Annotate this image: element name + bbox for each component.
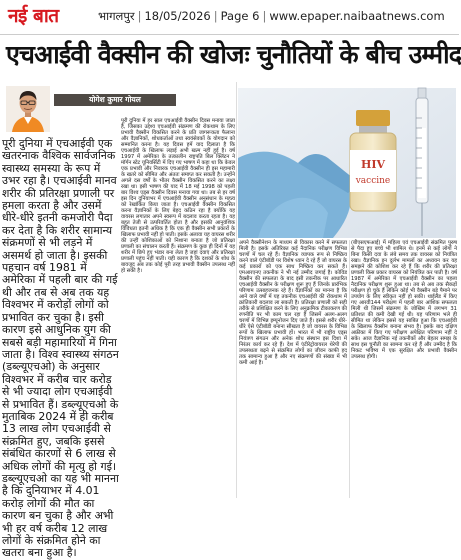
columnist-byline: योगेश कुमार गोयल	[54, 94, 176, 106]
column-1-text: पूरी दुनिया में हर साल एचआईवी वैक्सीन दिवस मनाया जाता है, जिसका उद्देश्य एचआईवी संक्रमण की रोकथाम के लिए प्रभावी वैक्सीन विकसित करने के प्रति जागरूकता फैलाना और वैज्ञानिकों, शोधकर्ताओं तथा स्वयंसेवकों के योगदान को सम्मानित करना है। यह दिवस हमें याद दिलाता है कि एचआईवी के खिलाफ लड़ाई अभी खत्म नहीं हुई है। वर्ष 1997 में अमेरिका के तत्कालीन राष्ट्रपति बिल क्लिंटन ने मॉर्गन स्टेट यूनिवर्सिटी में दिए गए भाषण में कहा था कि केवल एक प्रभावी और निवारक एचआईवी वैक्सीन ही इस महामारी के खतरे को सीमित और अंततः समाप्त कर सकती है। उन्होंने अगले दस वर्षों के भीतर वैक्सीन विकसित करने का लक्ष्य रखा था। इसी भाषण की याद में 18 मई 1998 को पहली बार विश्व एड्स वैक्सीन दिवस मनाया गया था। तब से हर वर्ष इस दिन दुनियाभर में एचआईवी वैक्सीन अनुसंधान के महत्व को रेखांकित किया जाता है। एचआईवी वैक्सीन विकसित करना वैज्ञानिकों के लिए बेहद कठिन रहा है क्योंकि यह वायरस लगातार अपने स्वरूप में बदलाव करता रहता है। यह बहुत तेजी से उत्परिवर्तित होता है और इसकी आनुवंशिक विविधता इतनी अधिक है कि एक ही वैक्सीन सभी प्रकारों के खिलाफ प्रभावी नहीं हो पाती। इसके अलावा यह वायरस शरीर की उन्हीं कोशिकाओं को निशाना बनाता है जो प्रतिरक्षा प्रणाली का संचालन करती हैं। संक्रमण के कुछ ही दिनों में यह शरीर में छिपे हुए भंडार बना लेता है जहां दवाएं और प्रतिरक्षा प्रणाली पहुंच नहीं पाती। यही कारण है कि दशकों के शोध के बावजूद अब तक कोई पूरी तरह प्रभावी वैक्सीन उपलब्ध नहीं हो सकी है।	[121, 118, 235, 274]
article-column-1	[121, 118, 235, 498]
column-divider	[236, 82, 237, 498]
avatar-illustration	[6, 86, 50, 132]
edition-city: भागलपुर	[98, 9, 135, 23]
edition-page: Page 6	[220, 9, 260, 23]
hiv-vaccine-vial-image	[238, 88, 456, 238]
column-divider	[349, 240, 350, 498]
columnist-avatar	[6, 86, 50, 132]
edition-separator: |	[213, 9, 218, 23]
epaper-url[interactable]: www.epaper.naibaatnews.com	[269, 9, 445, 23]
edition-line	[98, 9, 445, 24]
edition-separator: |	[137, 9, 142, 23]
vial-label-line-2: vaccine	[355, 176, 391, 186]
vaccine-photo	[238, 88, 456, 238]
article-headline: एचआईवी वैक्सीन की खोजः चुनौतियों के बीच उम्मीद	[6, 40, 461, 69]
article-column-2	[239, 240, 347, 498]
column-3-text: (बीएसएफआई) में महिला एवं एचआईवी संक्रमित पुरुष से पैदा हुए बच्चे भी शामिल थे। इनमें से कई लोगों ने बिना किसी दवा के लंबे समय तक वायरस को नियंत्रित रखा। वैज्ञानिक इन दुर्लभ मामलों का अध्ययन कर यह समझने की कोशिश कर रहे हैं कि शरीर की प्रतिरक्षा प्रणाली किस प्रकार वायरस को नियंत्रित कर पाती है। वर्ष 1987 में अमेरिका में एचआईवी वैक्सीन का पहला नैदानिक परीक्षण शुरू हुआ था। तब से अब तक सैकड़ों परीक्षण हो चुके हैं लेकिन कोई भी वैक्सीन बड़े पैमाने पर उपयोग के लिए स्वीकृत नहीं हो सकी। थाईलैंड में किए गए आरवी144 परीक्षण में पहली बार आंशिक सफलता मिली थी जिसमें संक्रमण के जोखिम में लगभग 31 प्रतिशत की कमी देखी गई थी। यह परिणाम भले ही सीमित था लेकिन इससे यह साबित हुआ कि एचआईवी के खिलाफ वैक्सीन बनाना संभव है। इसके बाद दक्षिण अफ्रीका में किए गए परीक्षण अपेक्षित परिणाम नहीं दे सके। आज वैज्ञानिक नई तकनीकों और बेहतर समझ के साथ इस चुनौती का सामना कर रहे हैं और उम्मीद है कि निकट भविष्य में एक सुरक्षित और प्रभावी वैक्सीन उपलब्ध होगी।	[351, 240, 457, 360]
masthead	[0, 0, 459, 35]
edition-date: 18/05/2026	[144, 9, 211, 23]
logo-text: नई बात	[8, 5, 59, 27]
newspaper-logo[interactable]	[8, 3, 59, 29]
edition-separator: |	[262, 9, 267, 23]
lead-paragraph: पूरी दुनिया में एचआईवी एक खतरनाक वैश्विक सार्वजनिक स्वास्थ्य समस्या के रूप में उभर रहा है। एचआईवी मानव शरीर की प्रतिरक्षा प्रणाली पर हमला करता है और उसमें धीरे-धीरे इतनी कमजोरी पैदा कर देता है कि शरीर सामान्य संक्रमणों से भी लड़ने में असमर्थ हो जाता है। इसकी पहचान वर्ष 1981 में अमेरिका में पहली बार की गई थी और तब से अब तक यह विश्वभर में करोड़ों लोगों को प्रभावित कर चुका है। इसी कारण इसे आधुनिक युग की सबसे बड़ी महामारियों में गिना जाता है। विश्व स्वास्थ्य संगठन (डब्ल्यूएचओ) के अनुसार विश्वभर में करीब चार करोड़ से भी ज्यादा लोग एचआईवी से प्रभावित हैं। डब्ल्यूएचओ के मुताबिक 2024 में ही करीब 13 लाख लोग एचआईवी से संक्रमित हुए, जबकि इससे संबंधित कारणों से 6 लाख से अधिक लोगों की मृत्यु हो गई। डब्ल्यूएचओ का यह भी मानना है कि दुनियाभर में 4.01 करोड़ लोगों की मौत का कारण बन चुका है और अभी भी हर वर्ष करीब 12 लाख लोगों के संक्रमित होने का खतरा बना हुआ है।	[2, 137, 119, 560]
vial-label-line-1: HIV	[360, 158, 386, 171]
article-column-3	[351, 240, 457, 498]
column-2-text: अपने वैक्सीनेशन के माध्यम से विकास करने में सफलता मिली है। इसके अतिरिक्त कई नैदानिक परीक्षण विभिन्न चरणों में चल रहे हैं। वैज्ञानिक व्यापक रूप से निष्क्रिय करने वाले एंटीबॉडी पर विशेष ध्यान दे रहे हैं जो वायरस के कई प्रकारों को एक साथ निष्क्रिय कर सकते हैं। एमआरएनए तकनीक ने भी नई उम्मीद जगाई है। कोविड वैक्सीन की सफलता के बाद इसी तकनीक पर आधारित एचआईवी वैक्सीन के परीक्षण शुरू हुए हैं जिनके प्रारंभिक परिणाम उत्साहजनक रहे हैं। वैज्ञानिकों का मानना है कि आने वाले वर्षों में यह तकनीक एचआईवी की रोकथाम में क्रांतिकारी बदलाव ला सकती है। प्रतिरक्षा प्रणाली को सही तरीके से प्रशिक्षित करने के लिए अनुक्रमिक टीकाकरण की रणनीति पर भी काम चल रहा है जिसमें अलग-अलग चरणों में विभिन्न इम्यूनोजन दिए जाते हैं। इससे शरीर धीरे-धीरे ऐसे एंटीबॉडी बनाना सीखता है जो वायरस के विभिन्न रूपों के खिलाफ प्रभावी हों। भारत में भी राष्ट्रीय एड्स नियंत्रण संगठन और अनेक शोध संस्थान इस दिशा में निरंतर कार्य कर रहे हैं। देश में एंटीरेट्रोवायरल थेरेपी की उपलब्धता बढ़ने से संक्रमित लोगों का जीवन काफी हद तक सामान्य हुआ है और नए संक्रमणों की संख्या में भी कमी आई है।	[239, 240, 347, 366]
